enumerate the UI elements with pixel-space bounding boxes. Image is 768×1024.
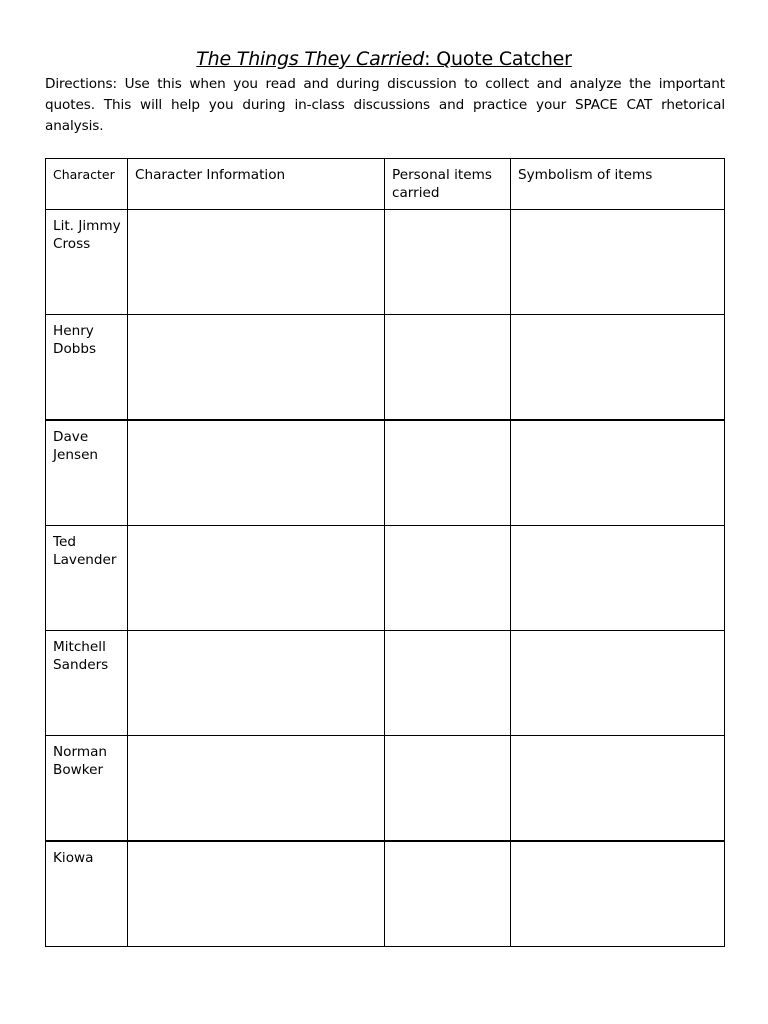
character-name-cell [46,526,128,631]
table-row [46,210,725,315]
table-row [46,526,725,631]
table-row [46,315,725,421]
header-symbolism-label: Symbolism of items [518,167,653,183]
header-personal-items-label: Personal items carried [392,167,492,201]
table-row [46,841,725,947]
symbolism-cell[interactable] [511,420,725,526]
character-name: Norman Bowker [53,744,108,778]
table-row [46,631,725,736]
symbolism-cell[interactable] [511,210,725,315]
symbolism-cell[interactable] [511,315,725,421]
character-information-value [128,315,384,322]
character-name-cell [46,736,128,842]
character-name: Mitchell Sanders [53,639,109,673]
header-character-information [128,159,385,210]
table-row [46,736,725,842]
header-symbolism [511,159,725,210]
symbolism-value [511,736,724,743]
symbolism-value [511,421,724,428]
character-information-value [128,421,384,428]
symbolism-value [511,631,724,638]
character-information-value [128,210,384,217]
header-character-label: Character [53,167,115,182]
symbolism-value [511,210,724,217]
title-rest: Quote Catcher [430,48,572,70]
personal-items-cell[interactable] [385,526,511,631]
character-information-value [128,526,384,533]
quote-catcher-table [45,158,725,947]
table-row [46,420,725,526]
symbolism-value [511,526,724,533]
personal-items-cell[interactable] [385,420,511,526]
character-information-cell[interactable] [128,420,385,526]
character-name-cell [46,420,128,526]
header-character-information-label: Character Information [135,167,286,183]
page-title [0,46,768,72]
personal-items-cell[interactable] [385,631,511,736]
symbolism-cell[interactable] [511,841,725,947]
character-information-cell[interactable] [128,526,385,631]
character-information-value [128,631,384,638]
character-name: Dave Jensen [53,429,99,463]
character-information-cell[interactable] [128,210,385,315]
table-header-row [46,159,725,210]
symbolism-value [511,842,724,849]
character-name: Kiowa [53,850,94,866]
personal-items-cell[interactable] [385,315,511,421]
character-name-cell [46,631,128,736]
personal-items-cell[interactable] [385,210,511,315]
personal-items-cell[interactable] [385,841,511,947]
header-character [46,159,128,210]
character-name: Ted Lavender [53,534,117,568]
personal-items-cell[interactable] [385,736,511,842]
symbolism-cell[interactable] [511,631,725,736]
personal-items-value [385,315,510,322]
personal-items-value [385,736,510,743]
title-colon: : [424,48,431,70]
character-name: Lit. Jimmy Cross [53,218,121,252]
title-book-name: The Things They Carried [196,48,425,70]
symbolism-cell[interactable] [511,736,725,842]
symbolism-cell[interactable] [511,526,725,631]
character-name-cell [46,210,128,315]
header-personal-items [385,159,511,210]
character-information-cell[interactable] [128,631,385,736]
character-name-cell [46,841,128,947]
directions-text [45,74,725,137]
character-information-value [128,736,384,743]
personal-items-value [385,526,510,533]
character-name-cell [46,315,128,421]
personal-items-value [385,842,510,849]
directions-line-3: analysis. [45,118,104,134]
personal-items-value [385,421,510,428]
character-information-cell[interactable] [128,736,385,842]
personal-items-value [385,631,510,638]
character-information-value [128,842,384,849]
character-name: Henry Dobbs [53,323,97,357]
symbolism-value [511,315,724,322]
personal-items-value [385,210,510,217]
directions-line-2: quotes. This will help you during in-class discussions and practice your SPACE CAT rhetorical [45,97,725,113]
character-information-cell[interactable] [128,841,385,947]
character-information-cell[interactable] [128,315,385,421]
directions-line-1: Directions: Use this when you read and during discussion to collect and analyze the important [45,76,725,92]
